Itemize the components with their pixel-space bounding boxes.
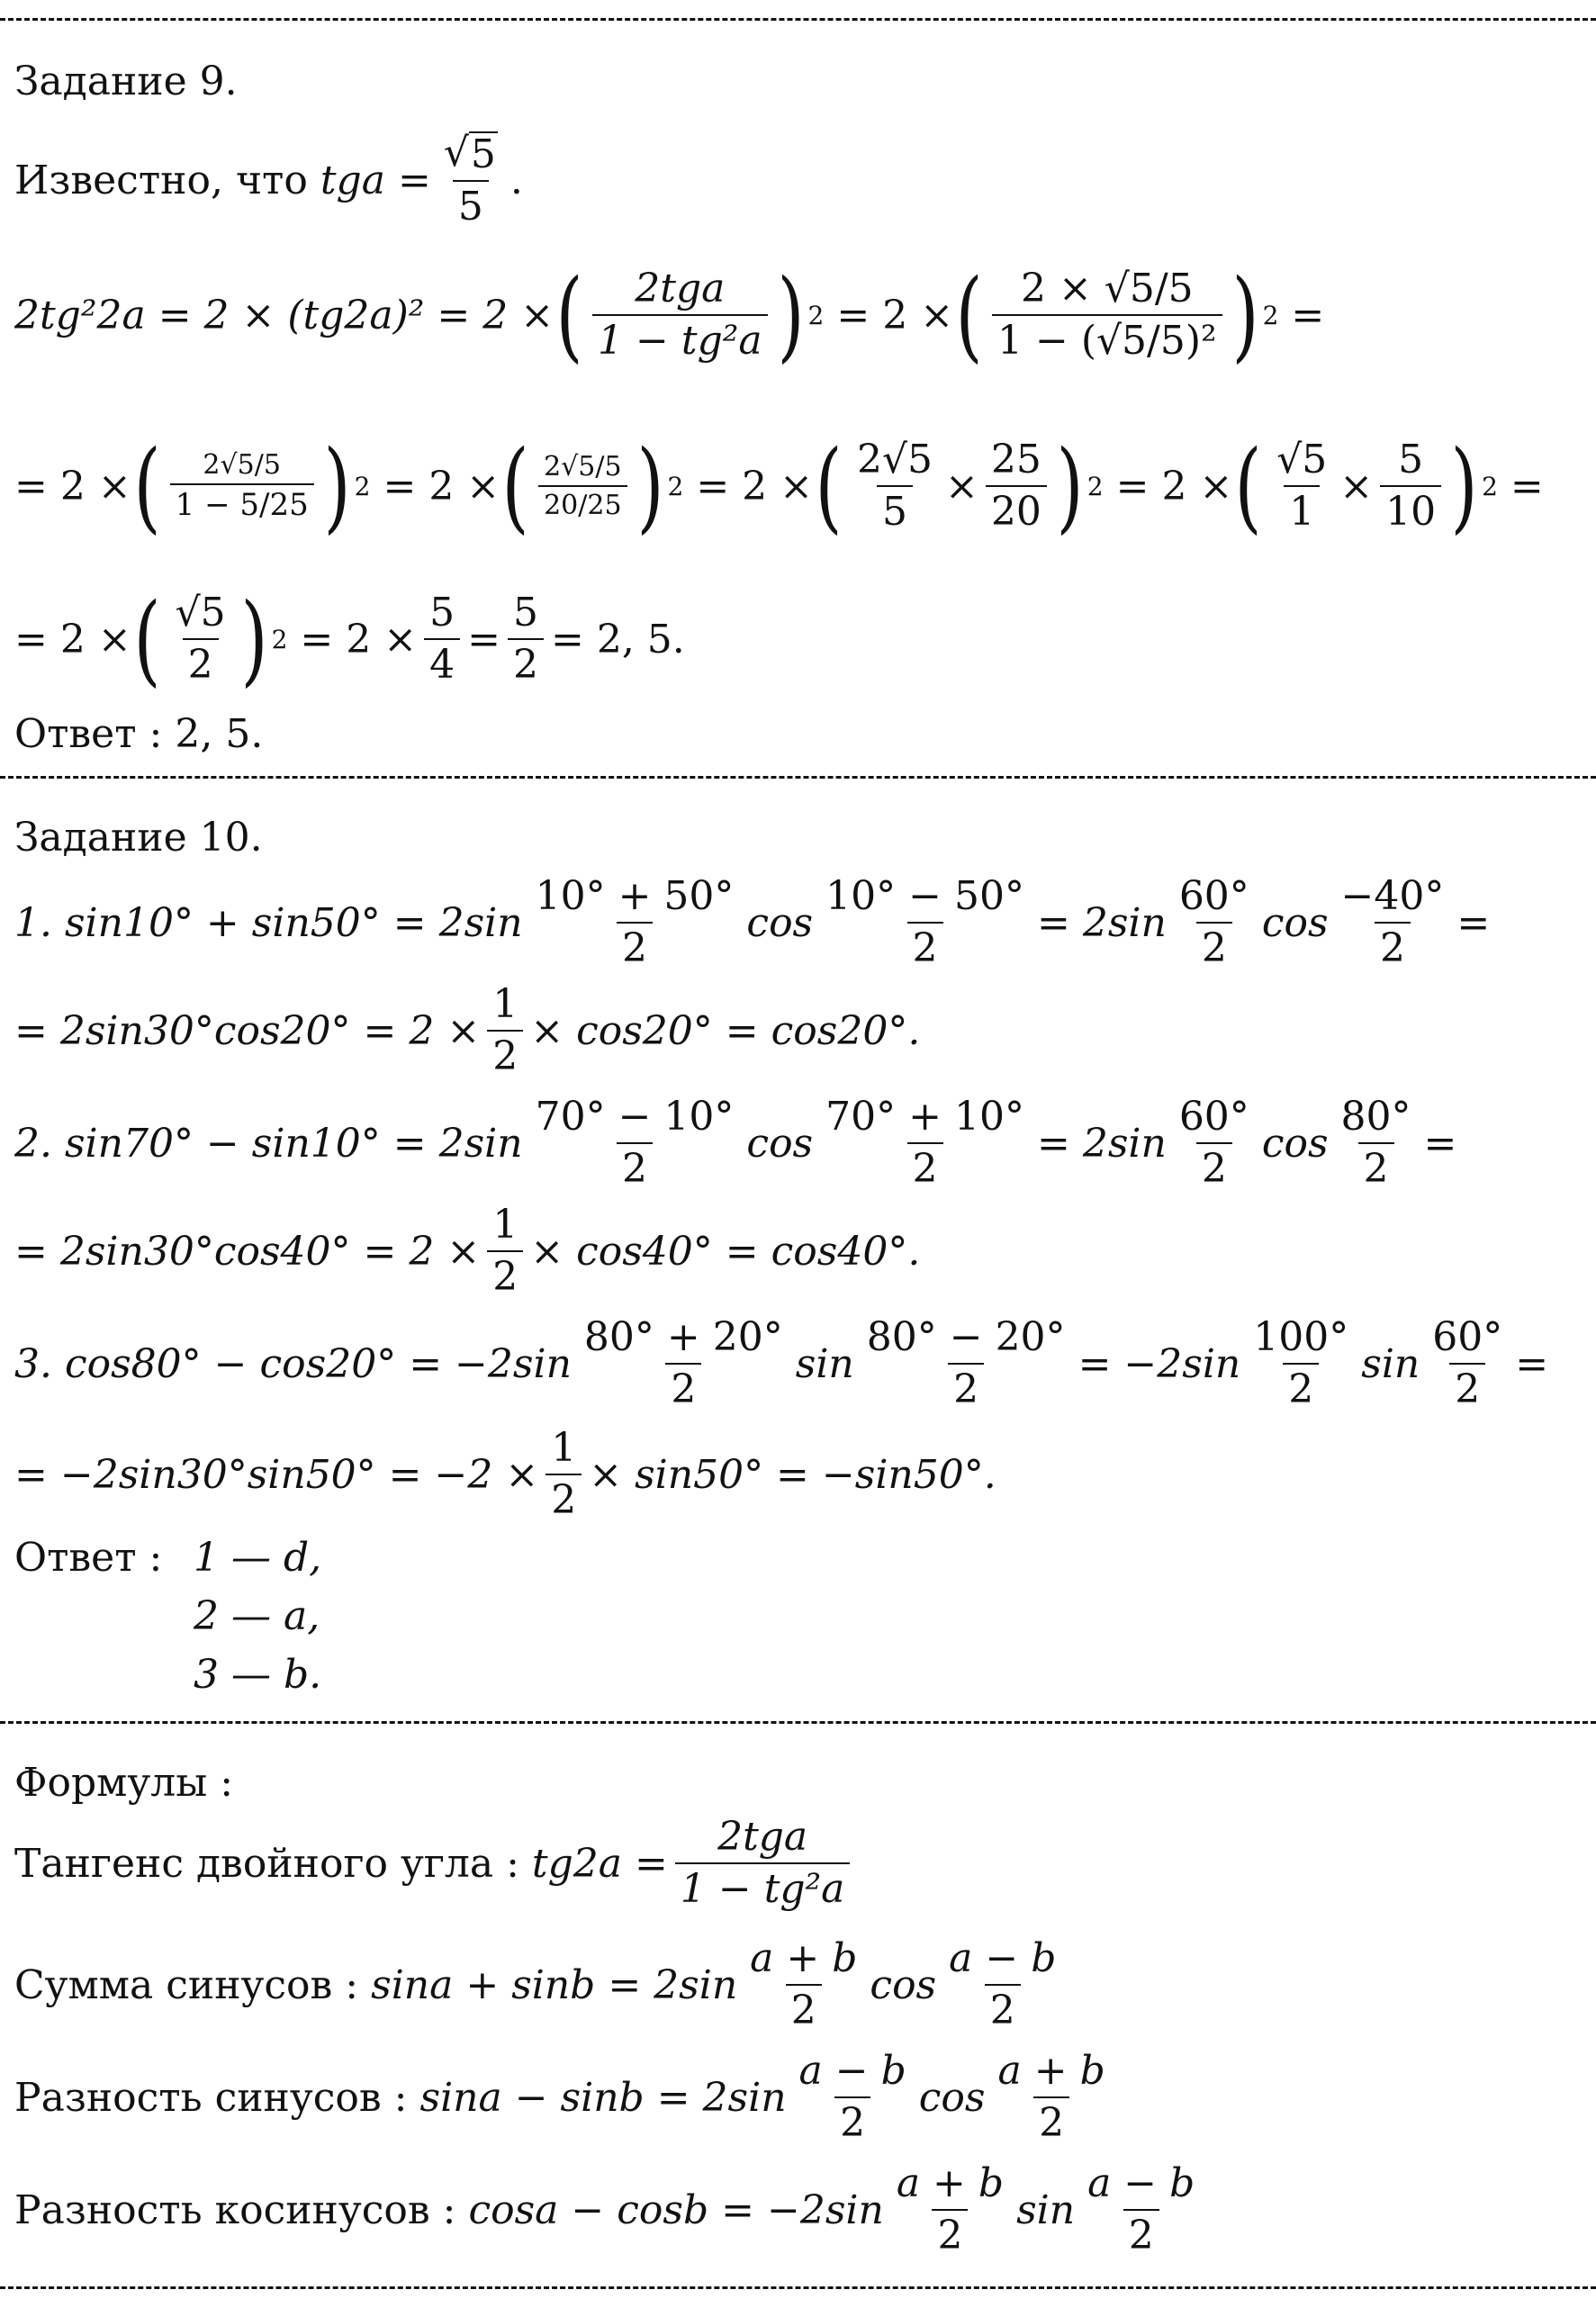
task9-line2: = 2 × ( $\frac{2√5/5}{1 - 5/25}$ ) 2 = 2 × ( $\frac{2√5/5}{20/25}$ ) 2 = 2 × ( $\frac{2√5}{5}$ × $\frac{25}{20}$ ) 2 = 2 × ( $\frac{√5}{1}$ × $\frac{5}{10}$ ) 2 = (14, 428, 1544, 544)
formula-diff-cos: Разность косинусов : cosa − cosb = −2sin $\frac{a + b}{2}$ sin $\frac{a - b}{2}$ (14, 2156, 1207, 2264)
fraction: $\frac{2 \times √5/5}{\text{1 − (√5/5)²}}$ (992, 267, 1222, 364)
fraction: $\frac{1}{2}$ (546, 1427, 582, 1523)
task10-p3-line1: 3. cos80° − cos20° = −2sin $\frac{80^\circ + 20^\circ}{2}$ sin $\frac{80^\circ - 20^\circ}{2}$ = −2sin $\frac{100^\circ}{2}$ sin $\frac{60^\circ}{2}$ = (14, 1313, 1549, 1412)
fraction: $\frac{60^\circ}{2}$ (1178, 872, 1249, 971)
fraction: $\frac{√5}{1}$ (1276, 436, 1328, 535)
fraction: $\frac{-40^\circ}{2}$ (1340, 872, 1445, 971)
task10-p2-line2: = 2sin30°cos40° = 2 × $\frac{1}{2}$ × cos40° = cos40°. (14, 1201, 921, 1300)
fraction: $\frac{5}{2}$ (508, 591, 544, 688)
task10-answer-1: 1 — d, (194, 1535, 322, 1581)
task10-p1-line2: = 2sin30°cos20° = 2 × $\frac{1}{2}$ × cos20° = cos20°. (14, 980, 921, 1079)
formula-sum-sin: Сумма синусов : sina + sinb = 2sin $\frac{a + b}{2}$ cos $\frac{a - b}{2}$ (14, 1931, 1069, 2039)
task10-p1-line1: 1. sin10° + sin50° = 2sin $\frac{10^\circ + 50^\circ}{2}$ cos $\frac{10^\circ - 50^\circ}{2}$ = 2sin $\frac{60^\circ}{2}$ cos $\frac{-40^\circ}{2}$ = (14, 872, 1491, 971)
fraction: $\frac{1}{2}$ (487, 983, 523, 1079)
task10-answer-3: 3 — b. (194, 1652, 322, 1698)
task9-title: Задание 9. (14, 58, 238, 104)
task9-given: Известно, что tga = √ 5 5 . (14, 129, 523, 230)
divider (0, 18, 1596, 21)
fraction: $\frac{a + b}{2}$ (750, 1934, 858, 2033)
fraction: $\frac{2√5/5}{20/25}$ (538, 452, 627, 520)
fraction: $\frac{10^\circ - 50^\circ}{2}$ (825, 872, 1024, 971)
fraction: $\frac{2√5}{5}$ (856, 436, 933, 535)
fraction: $\frac{a + b}{2}$ (896, 2159, 1005, 2258)
fraction: $\frac{√5}{2}$ (175, 589, 226, 688)
fraction: $\frac{25}{20}$ (986, 438, 1047, 535)
task9-answer: Ответ : 2, 5. (14, 710, 264, 757)
fraction: $\frac{a - b}{2}$ (1087, 2159, 1195, 2258)
fraction: $\frac{1}{2}$ (487, 1204, 523, 1300)
fraction: $\frac{5}{10}$ (1380, 438, 1441, 535)
fraction: $\frac{100^\circ}{2}$ (1253, 1313, 1349, 1412)
fraction: $\frac{80^\circ - 20^\circ}{2}$ (866, 1313, 1066, 1412)
fraction: $\frac{\text{2tga}}{\text{1 − tg²a}}$ (675, 1816, 851, 1912)
formula-tg2: Тангенс двойного угла : tg2a = $\frac{\text{2tga}}{\text{1 − tg²a}}$ (14, 1809, 857, 1917)
fraction: $\frac{60^\circ}{2}$ (1178, 1093, 1249, 1192)
fraction: $\frac{70^\circ + 10^\circ}{2}$ (825, 1093, 1024, 1192)
fraction: $\frac{80^\circ}{2}$ (1340, 1093, 1411, 1192)
fraction: $\frac{70^\circ - 10^\circ}{2}$ (535, 1093, 735, 1192)
task10-answer-2: 2 — a, (194, 1593, 320, 1639)
fraction: $\frac{60^\circ}{2}$ (1432, 1313, 1503, 1412)
fraction: $\frac{80^\circ + 20^\circ}{2}$ (583, 1313, 783, 1412)
fraction: $\frac{10^\circ + 50^\circ}{2}$ (535, 872, 735, 971)
fraction: $\frac{2√5/5}{1 - 5/25}$ (170, 450, 314, 522)
task9-line1: 2tg²2a = 2 × (tg2a)² = 2 × ( $\frac{\text{2tga}}{\text{1 − tg²a}}$ ) 2 = 2 × ( $\frac{2 \times √5/5}{\text{1 − (√5/5)²}}$ ) 2 = (14, 257, 1325, 373)
task10-answer-label: Ответ : (14, 1535, 163, 1581)
formulas-title: Формулы : (14, 1759, 234, 1806)
task10-title: Задание 10. (14, 814, 263, 861)
task9-line3: = 2 × ( $\frac{√5}{2}$ ) 2 = 2 × $\frac{5}{4}$ = $\frac{5}{2}$ = 2, 5. (14, 582, 685, 697)
formula-diff-sin: Разность синусов : sina − sinb = 2sin $\frac{a - b}{2}$ cos $\frac{a + b}{2}$ (14, 2043, 1118, 2151)
fraction: $\frac{5}{4}$ (424, 591, 460, 688)
divider (0, 776, 1596, 779)
fraction: √ 5 5 (443, 129, 496, 230)
divider (0, 1721, 1596, 1724)
divider (0, 2286, 1596, 2289)
fraction: $\frac{a + b}{2}$ (997, 2047, 1105, 2146)
task10-p3-line2: = −2sin30°sin50° = −2 × $\frac{1}{2}$ × sin50° = −sin50°. (14, 1424, 996, 1523)
fraction: $\frac{a - b}{2}$ (949, 1934, 1057, 2033)
fraction: $\frac{\text{2tga}}{\text{1 − tg²a}}$ (592, 267, 768, 364)
fraction: $\frac{a - b}{2}$ (798, 2047, 906, 2146)
task10-p2-line1: 2. sin70° − sin10° = 2sin $\frac{70^\circ - 10^\circ}{2}$ cos $\frac{70^\circ + 10^\circ}{2}$ = 2sin $\frac{60^\circ}{2}$ cos $\frac{80^\circ}{2}$ = (14, 1093, 1457, 1192)
